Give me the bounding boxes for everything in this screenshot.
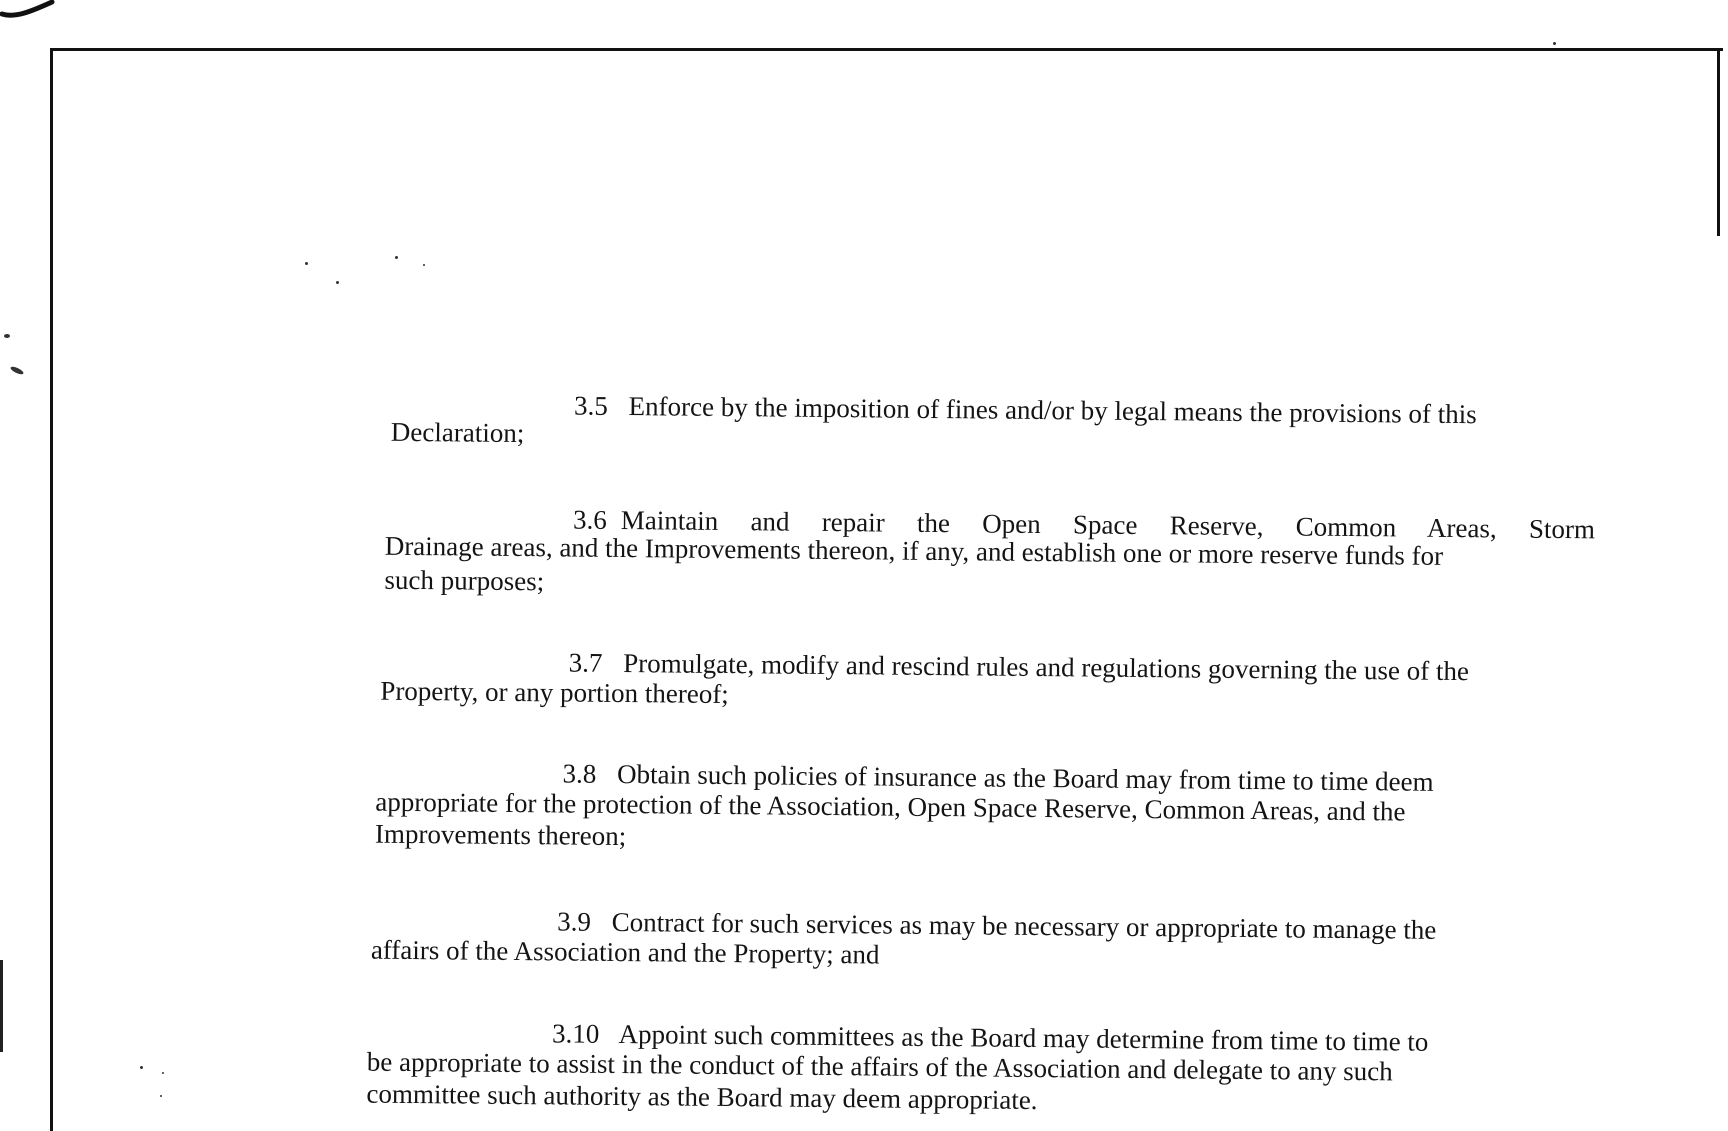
paragraph-first-line: Appoint such committees as the Board may determine from time to time to [618,1018,1429,1057]
paragraph-first-line: Obtain such policies of insurance as the Board may from time to time deem [616,758,1434,797]
paragraph-line: Drainage areas, and the Improvements thereon, if any, and establish one or more reserve funds for [384,530,1444,571]
paragraph-line: committee such authority as the Board may deem appropriate. [366,1078,1038,1116]
paragraph-number: 3.10 [551,1018,600,1049]
paragraph-3-8 [374,756,1586,852]
paragraph-line: affairs of the Association and the Property; and [370,934,880,970]
paragraph-line: appropriate for the protection of the Association, Open Space Reserve, Common Areas, and the [375,786,1406,827]
paragraph-number: 3.7 [568,647,603,678]
paragraph-line: be appropriate to assist in the conduct of the affairs of the Association and delegate to any such [366,1046,1393,1087]
paragraph-3-10 [366,1016,1577,1116]
paragraph-line: Improvements thereon; [374,818,627,852]
paragraph-3-9 [370,904,1581,970]
paragraph-line: such purposes; [384,564,545,597]
paragraph-number: 3.6 [572,504,607,535]
paragraph-first-line: Enforce by the imposition of fines and/or by legal means the provisions of this [628,391,1477,430]
paragraph-number: 3.9 [557,906,592,937]
paragraph-number: 3.8 [562,758,597,789]
paragraph-line: Declaration; [390,416,525,449]
paragraph-number: 3.5 [573,390,609,421]
paragraph-3-7 [380,645,1591,710]
paragraph-first-line: Maintain and repair the Open Space Reserve, Common Areas, Storm [620,504,1596,545]
paragraph-3-5 [390,388,1601,449]
paragraph-3-6 [384,502,1596,597]
paragraph-first-line: Promulgate, modify and rescind rules and regulations governing the use of the [623,648,1470,687]
paragraph-first-line: Contract for such services as may be necessary or appropriate to manage the [611,906,1437,945]
paragraph-line: Property, or any portion thereof; [380,675,729,710]
